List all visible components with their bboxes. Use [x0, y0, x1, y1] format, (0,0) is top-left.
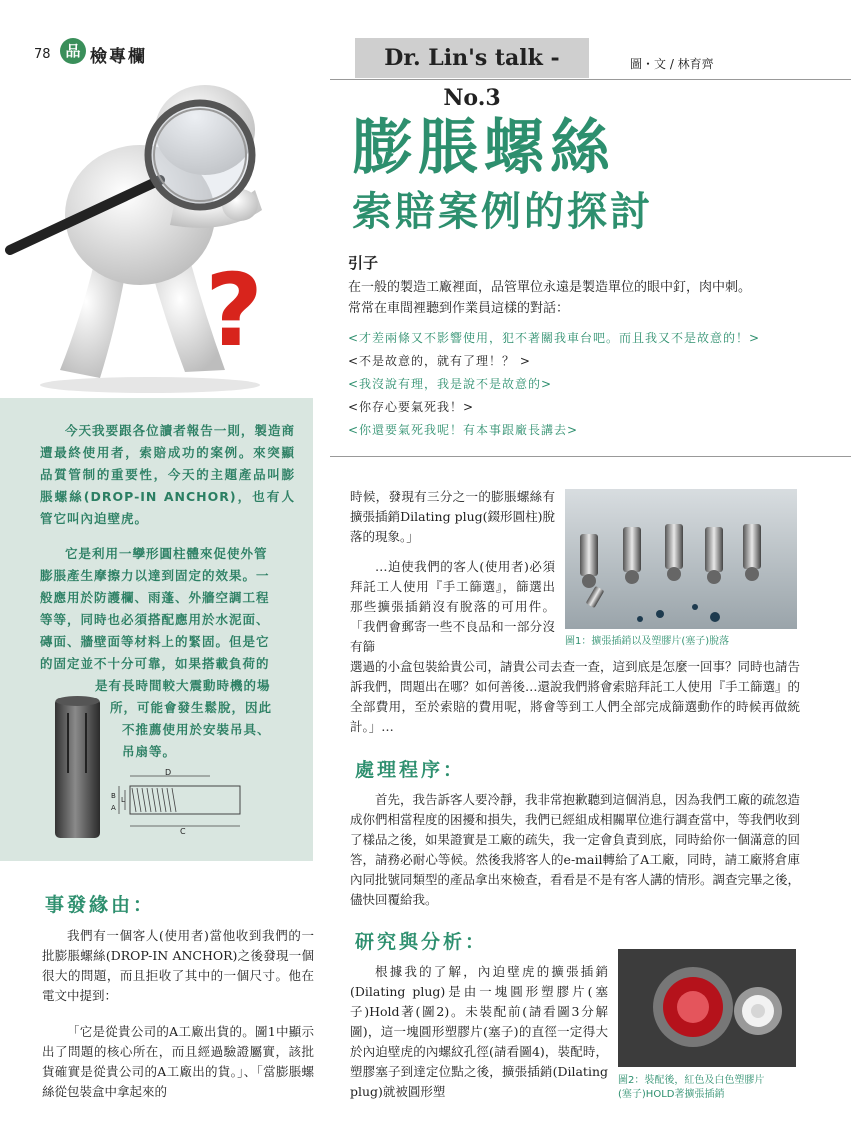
anchor-dimension-drawing — [105, 768, 245, 838]
intro-line-2: 常常在車間裡聽到作業員這樣的對話： — [348, 301, 570, 316]
sidebar-line-4: 等等，同時也必須搭配應用於水泥面、 — [40, 612, 270, 627]
intro-line-1: 在一般的製造工廠裡面，品管單位永遠是製造單位的眼中釘，肉中刺。 — [348, 280, 752, 295]
column-name: 檢專欄 — [90, 47, 147, 67]
dim-label-c: C — [180, 827, 186, 836]
dialog-line-5: <你還要氣死我呢！有本事跟廠長講去> — [348, 423, 579, 437]
figure-1-photo — [565, 489, 797, 629]
sidebar-line-9: 不推薦使用於安裝吊具、 — [122, 722, 271, 737]
talk-title: Dr. Lin's talk - No.3 — [355, 38, 589, 78]
sidebar-line-3: 般應用於防護欄、雨蓬、外牆空調工程 — [40, 590, 270, 605]
dim-label-b: B — [111, 792, 116, 800]
analysis-paragraph: 根據我的了解，內迫壁虎的擴張插銷(Dilating plug)是由一塊圓形塑膠片(塞子)Hold著(圖2)。未裝配前(請看圖3分解圖)，這一塊圓形塑膠片(塞子)的直徑一定得大於內迫壁虎的內螺紋孔徑(請看圖4)，裝配時，塑膠塞子到達定位點之後，擴張插銷(Dilating plug)就被圓形塑 — [350, 964, 608, 1099]
article-subtitle: 索賠案例的探討 — [352, 189, 653, 235]
sidebar-line-2: 膨脹產生摩擦力以達到固定的效果。一 — [40, 568, 270, 583]
byline: 圖・文 / 林育齊 — [630, 57, 714, 71]
figure-2-caption-line-1: 圖2：裝配後，紅色及白色塑膠片 — [618, 1075, 765, 1086]
analysis-heading: 研究與分析： — [355, 931, 488, 953]
figure-2-caption-line-2: (塞子)HOLD著擴張插銷 — [618, 1089, 725, 1100]
middle-paragraph-3: 選過的小盒包裝給貴公司，請貴公司去查一查，這到底是怎麼一回事？同時也請告訴我們，問題出在哪？如何善後…還說我們將會索賠拜託工人使用『手工篩選』的全部費用，至於索賠的費用呢，將會等到工人們全部完成篩選動作的時候再做統計。」… — [350, 659, 801, 734]
intro-paragraph — [348, 277, 818, 319]
page-number: 78 — [34, 47, 51, 62]
process-heading: 處理程序： — [355, 759, 466, 781]
cause-paragraph-2: 「它是從貴公司的A工廠出貨的。圖1中顯示出了問題的核心所在，而且經過驗證屬實，該批貨確實是從貴公司的A工廠出的貨。」、「當膨脹螺絲從包裝盒中拿起來的 — [42, 1024, 314, 1099]
figure-2-photo — [618, 949, 796, 1067]
sidebar-line-8: 所，可能會發生鬆脫，因此 — [110, 700, 273, 715]
sidebar-line-5: 磚面、牆壁面等材料上的緊固。但是它 — [40, 634, 270, 649]
article-title: 膨脹螺絲 — [352, 113, 616, 183]
sidebar-paragraph-1: 今天我要跟各位讀者報告一則，製造商遭最終使用者，索賠成功的案例。來突顯品質管制的重要性，今天的主題產品叫膨脹螺絲(DROP-IN ANCHOR)，也有人管它叫內迫壁虎。 — [40, 423, 295, 526]
middle-paragraph-2: …迫使我們的客人(使用者)必須拜託工人使用『手工篩選』，篩選出那些擴張插銷沒有脫落的可用件。「我們會郵寄一些不良品和一部分沒有篩 — [350, 559, 555, 654]
figure-1-caption: 圖1：擴張插銷以及塑膠片(塞子)脫落 — [565, 636, 730, 647]
header-divider — [330, 79, 851, 80]
sidebar-line-6: 的固定並不十分可靠，如果搭載負荷的 — [40, 656, 270, 671]
dim-label-a: A — [111, 804, 116, 812]
dim-label-l: L — [121, 796, 125, 804]
sidebar-line-1: 它是利用一孿形圓柱體來促使外管 — [65, 546, 268, 561]
intro-divider — [330, 456, 851, 457]
cause-paragraph-1: 我們有一個客人(使用者)當他收到我們的一批膨脹螺絲(DROP-IN ANCHOR)之後發現一個很大的問題，而且拒收了其中的一個尺寸。他在電文中提到： — [42, 928, 314, 1003]
sidebar-line-10: 吊扇等。 — [122, 744, 177, 759]
column-logo-icon: 品 — [60, 38, 86, 64]
dialog-line-3: <我沒說有理，我是說不是故意的> — [348, 377, 553, 391]
dialog-line-2: <不是故意的，就有了理！？ > — [348, 354, 531, 368]
dim-label-d: D — [165, 768, 172, 777]
sidebar-line-7: 是有長時間較大震動時機的場 — [95, 678, 271, 693]
magnifier-man-illustration — [0, 60, 320, 395]
question-mark-icon: ? — [205, 252, 264, 369]
middle-paragraph-1: 時候，發現有三分之一的膨脹螺絲有擴張插銷Dilating plug(錣形圓柱)脫落的現象。」 — [350, 489, 555, 544]
intro-heading: 引子 — [348, 254, 379, 272]
dialog-line-4: <你存心要氣死我！> — [348, 400, 475, 414]
anchor-photo — [50, 693, 105, 843]
dialog-line-1: <才差兩條又不影響使用，犯不著關我車台吧。而且我又不是故意的！> — [348, 331, 761, 345]
sidebar-box — [0, 398, 313, 861]
cause-heading: 事發緣由： — [45, 894, 156, 916]
process-paragraph: 首先，我告訴客人要冷靜，我非常抱歉聽到這個消息，因為我們工廠的疏忽造成你們相當程度的困擾和損失，我們已經組成相關單位進行調查當中，等我們收到了樣品之後，如果證實是工廠的疏失，我一定會負責到底，同時給你一個滿意的回答，請務必耐心等候。然後我將客人的e-mail轉給了A工廠，同時，請工廠將倉庫內同批號同類型的產品拿出來檢查，看看是不是有客人講的情形。調查完畢之後，儘快回覆給我。 — [350, 792, 801, 907]
